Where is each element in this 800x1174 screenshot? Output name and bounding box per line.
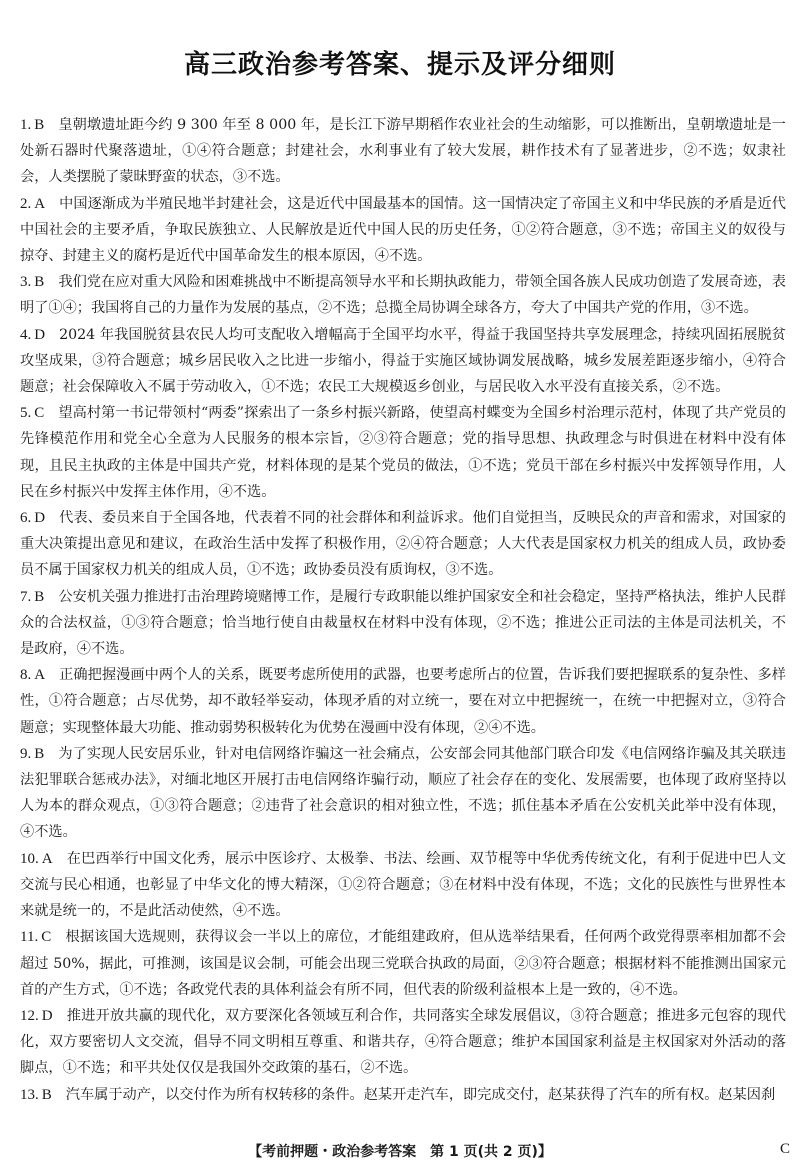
answer-number: 1. [20,117,32,133]
answer-number: 4. [20,326,32,343]
answer-number: 10. [20,850,39,867]
answer-explanation: 在巴西举行中国文化秀，展示中医诊疗、太极拳、书法、绘画、双节棍等中华优秀传统文化，有利于促进中巴人文交流与民心相通，也彰显了中华文化的博大精深，①②符合题意；③在材料中没有体现，不选；文化的民族性与世界性本来就是统一的，不是此活动使然，④不选。 [20,850,786,920]
answer-choice: B [34,117,45,133]
answer-number: 13. [20,1086,39,1103]
answer-explanation: 汽车属于动产，以交付作为所有权转移的条件。赵某开走汽车，即完成交付，赵某获得了汽车的所有权。赵某因刹 [65,1086,776,1103]
answer-choice: A [41,850,53,867]
answer-number: 8. [20,667,32,684]
answer-explanation: 正确把握漫画中两个人的关系，既要考虑所使用的武器，也要考虑所占的位置，告诉我们要把握联系的复杂性、多样性，①符合题意；占尽优势，却不敢轻举妄动，体现矛盾的对立统一，要在对立中把握统一，在统一中把握对立，③符合题意；实现整体最大功能、推动弱势积极转化为优势在漫画中没有体现，②④不选。 [20,667,786,736]
answer-choice: A [34,667,46,684]
answer-item [20,584,786,663]
answer-explanation: 望高村第一书记带领村“两委”探索出了一条乡村振兴新路，使望高村蝶变为全国乡村治理示范村，体现了共产党员的先锋模范作用和党全心全意为人民服务的根本宗旨，②③符合题意；党的指导思想、执政理念与时俱进在材料中没有体现，且民主执政的主体是中国共产党，材料体现的是某个党员的做法，①不选；党员干部在乡村振兴中发挥领导作用，人民在乡村振兴中发挥主体作用，④不选。 [20,405,786,500]
answer-explanation: 2024 年我国脱贫县农民人均可支配收入增幅高于全国平均水平，得益于我国坚持共享发展理念，持续巩固拓展脱贫攻坚成果，③符合题意；城乡居民收入之比进一步缩小，得益于实施区域协调发展战略，城乡发展差距逐步缩小，④符合题意；社会保障收入不属于劳动收入，①不选；农民工大规模返乡创业，与居民收入水平没有直接关系，②不选。 [20,326,786,396]
footer-version-code: C [779,1141,790,1157]
answer-item [20,662,786,741]
answer-item [20,1003,786,1082]
answer-number: 3. [20,274,32,291]
answer-explanation: 为了实现人民安居乐业，针对电信网络诈骗这一社会痛点，公安部会同其他部门联合印发《电信网络诈骗及其关联违法犯罪联合惩戒办法》，对缅北地区开展打击电信网络诈骗行动，顺应了社会存在的变化、发展需要，也体现了政府坚持以人为本的群众观点，①③符合题意；②违背了社会意识的相对独立性，不选；抓住基本矛盾在公安机关此举中没有体现，④不选。 [20,745,786,841]
answer-item [20,269,786,321]
answer-number: 2. [20,195,32,212]
answer-choice: B [41,1086,52,1103]
answer-choice: B [34,274,45,291]
answer-item [20,1082,786,1108]
answer-explanation: 代表、委员来自于全国各地，代表着不同的社会群体和利益诉求。他们自觉担当，反映民众的声音和需求，对国家的重大决策提出意见和建议，在政治生活中发挥了积极作用，②④符合题意；人大代表是国家权力机关的组成人员，政协委员不属于国家权力机关的组成人员，①不选；政协委员没有质询权，③不选。 [20,510,786,579]
answer-explanation: 根据该国大选规则，获得议会一半以上的席位，才能组建政府，但从选举结果看，任何两个政党得票率相加都不会超过 50%，据此，可推测，该国是议会制，可能会出现三党联合执政的局面，②③符合题意；根据材料不能推测出国家元首的产生方式，①不选；各政党代表的具体利益会有所不同，但代表的阶级利益根本上是一致的，④不选。 [20,929,786,998]
answer-number: 6. [20,510,32,527]
answer-choice: C [41,929,52,946]
answer-choice: B [34,588,45,605]
answer-item [20,741,786,846]
footer-page-info: 【考前押题・政治参考答案 第 1 页(共 2 页)】 [248,1144,552,1160]
answer-explanation: 公安机关强力推进打击治理跨境赌博工作，是履行专政职能以维护国家安全和社会稳定，坚持严格执法，维护人民群众的合法权益，①③符合题意；恰当地行使自由裁量权在材料中没有体现，②不选；推进公正司法的主体是司法机关，不是政府，④不选。 [20,588,786,658]
answer-number: 11. [20,929,39,946]
answer-item [20,112,786,191]
answer-item [20,191,786,270]
answer-choice: B [34,745,45,762]
answer-choice: D [34,326,46,343]
answer-number: 12. [20,1007,39,1024]
answer-choice: A [34,195,46,212]
answer-number: 7. [20,588,32,605]
answer-number: 5. [20,405,32,422]
answer-item [20,924,786,1003]
answer-number: 9. [20,745,32,762]
document-title: 高三政治参考答案、提示及评分细则 [183,50,616,80]
answer-item [20,505,786,584]
answer-choice: D [41,1007,53,1024]
answer-item [20,846,786,925]
page-footer [0,1141,800,1167]
answer-explanation: 我们党在应对重大风险和困难挑战中不断提高领导水平和长期执政能力，带领全国各族人民成功创造了发展奇迹，表明了①④；我国将自己的力量作为发展的基点，②不选；总揽全局协调全球各方，夸大了中国共产党的作用，③不选。 [20,274,786,317]
answer-explanation: 推进开放共赢的现代化，双方要深化各领域互利合作，共同落实全球发展倡议，③符合题意；推进多元包容的现代化，双方要密切人文交流，倡导不同文明相互尊重、和谐共存，④符合题意；维护本国国家利益是主权国家对外活动的落脚点，①不选；和平共处仅仅是我国外交政策的基石，②不选。 [20,1007,786,1077]
answer-choice: C [34,405,45,422]
answer-explanation: 中国逐渐成为半殖民地半封建社会，这是近代中国最基本的国情。这一国情决定了帝国主义和中华民族的矛盾是近代中国社会的主要矛盾，争取民族独立、人民解放是近代中国人民的历史任务，①②符合题意，③不选；帝国主义的奴役与掠夺、封建主义的腐朽是近代中国革命发生的根本原因，④不选。 [20,195,786,265]
answer-item [20,400,786,505]
answer-choice: D [34,510,46,527]
answer-explanation: 皇朝墩遗址距今约 9 300 年至 8 000 年，是长江下游早期稻作农业社会的生动缩影，可以推断出，皇朝墩遗址是一处新石器时代聚落遗址，①④符合题意；封建社会，水利事业有了较大发展，耕作技术有了显著进步，②不选；奴隶社会，人类摆脱了蒙昧野蛮的状态，③不选。 [20,117,786,186]
answer-list [20,112,786,1108]
answer-item [20,322,786,401]
